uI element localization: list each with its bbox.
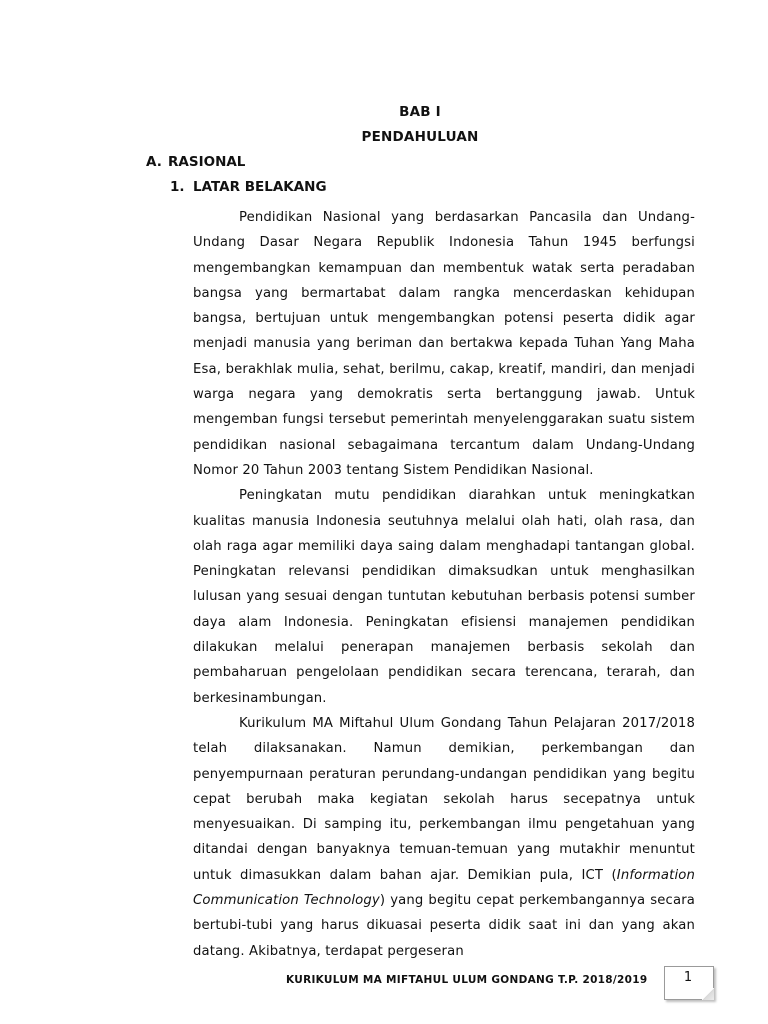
subsection-number: 1. (170, 179, 185, 195)
subsection-title: LATAR BELAKANG (193, 179, 327, 195)
page-footer: KURIKULUM MA MIFTAHUL ULUM GONDANG T.P. 2018/2019 (286, 974, 648, 986)
paragraph-3-text-a: Kurikulum MA Miftahul Ulum Gondang Tahun Pelajaran 2017/2018 telah dilaksanakan. Namun demikian, perkembangan dan penyempurnaan peraturan perundang-undangan pendidikan yang begitu cepat berubah maka kegiatan sekolah harus secepatnya untuk menyesuaikan. Di samping itu, perkembangan ilmu pengetahuan yang ditandai dengan banyaknya temuan-temuan yang mutakhir menuntut untuk dimasukkan dalam bahan ajar. Demikian pula, ICT ( (193, 715, 695, 883)
page-curl-icon (702, 988, 714, 1000)
page-number-badge (664, 966, 714, 1000)
paragraph-2: Peningkatan mutu pendidikan diarahkan untuk meningkatkan kualitas manusia Indonesia seutuhnya melalui olah hati, olah rasa, dan olah raga agar memiliki daya saing dalam menghadapi tantangan global. Peningkatan relevansi pendidikan dimaksudkan untuk menghasilkan lulusan yang sesuai dengan tuntutan kebutuhan berbasis potensi sumber daya alam Indonesia. Peningkatan efisiensi manajemen pendidikan dilakukan melalui penerapan manajemen berbasis sekolah dan pembaharuan pengelolaan pendidikan secara terencana, terarah, dan berkesinambungan. (193, 488, 695, 706)
section-title: RASIONAL (168, 154, 246, 170)
body-text (193, 205, 695, 964)
section-number: A. (146, 154, 162, 170)
subsection-heading-1 (170, 179, 327, 195)
section-heading-a (146, 154, 245, 170)
italic-term: Information Communication Technology (193, 867, 695, 909)
paragraph-3 (193, 711, 695, 964)
chapter-title: PENDAHULUAN (361, 129, 479, 145)
page-number: 1 (683, 970, 693, 985)
paragraph-3-text-b: ) yang begitu cepat perkembangannya secara bertubi-tubi yang harus dikuasai peserta didik saat ini dan yang akan datang. Akibatnya, terdapat pergeseran (193, 893, 695, 959)
paragraph-1: Pendidikan Nasional yang berdasarkan Pancasila dan Undang-Undang Dasar Negara Republik Indonesia Tahun 1945 berfungsi mengembangkan kemampuan dan membentuk watak serta peradaban bangsa yang bermartabat dalam rangka mencerdaskan kehidupan bangsa, bertujuan untuk mengembangkan potensi peserta didik agar menjadi manusia yang beriman dan bertakwa kepada Tuhan Yang Maha Esa, berakhlak mulia, sehat, berilmu, cakap, kreatif, mandiri, dan menjadi warga negara yang demokratis serta bertanggung jawab. Untuk mengemban fungsi tersebut pemerintah menyelenggarakan suatu sistem pendidikan nasional sebagaimana tercantum dalam Undang-Undang Nomor 20 Tahun 2003 tentang Sistem Pendidikan Nasional. (193, 210, 695, 478)
chapter-heading: BAB I (399, 104, 441, 120)
